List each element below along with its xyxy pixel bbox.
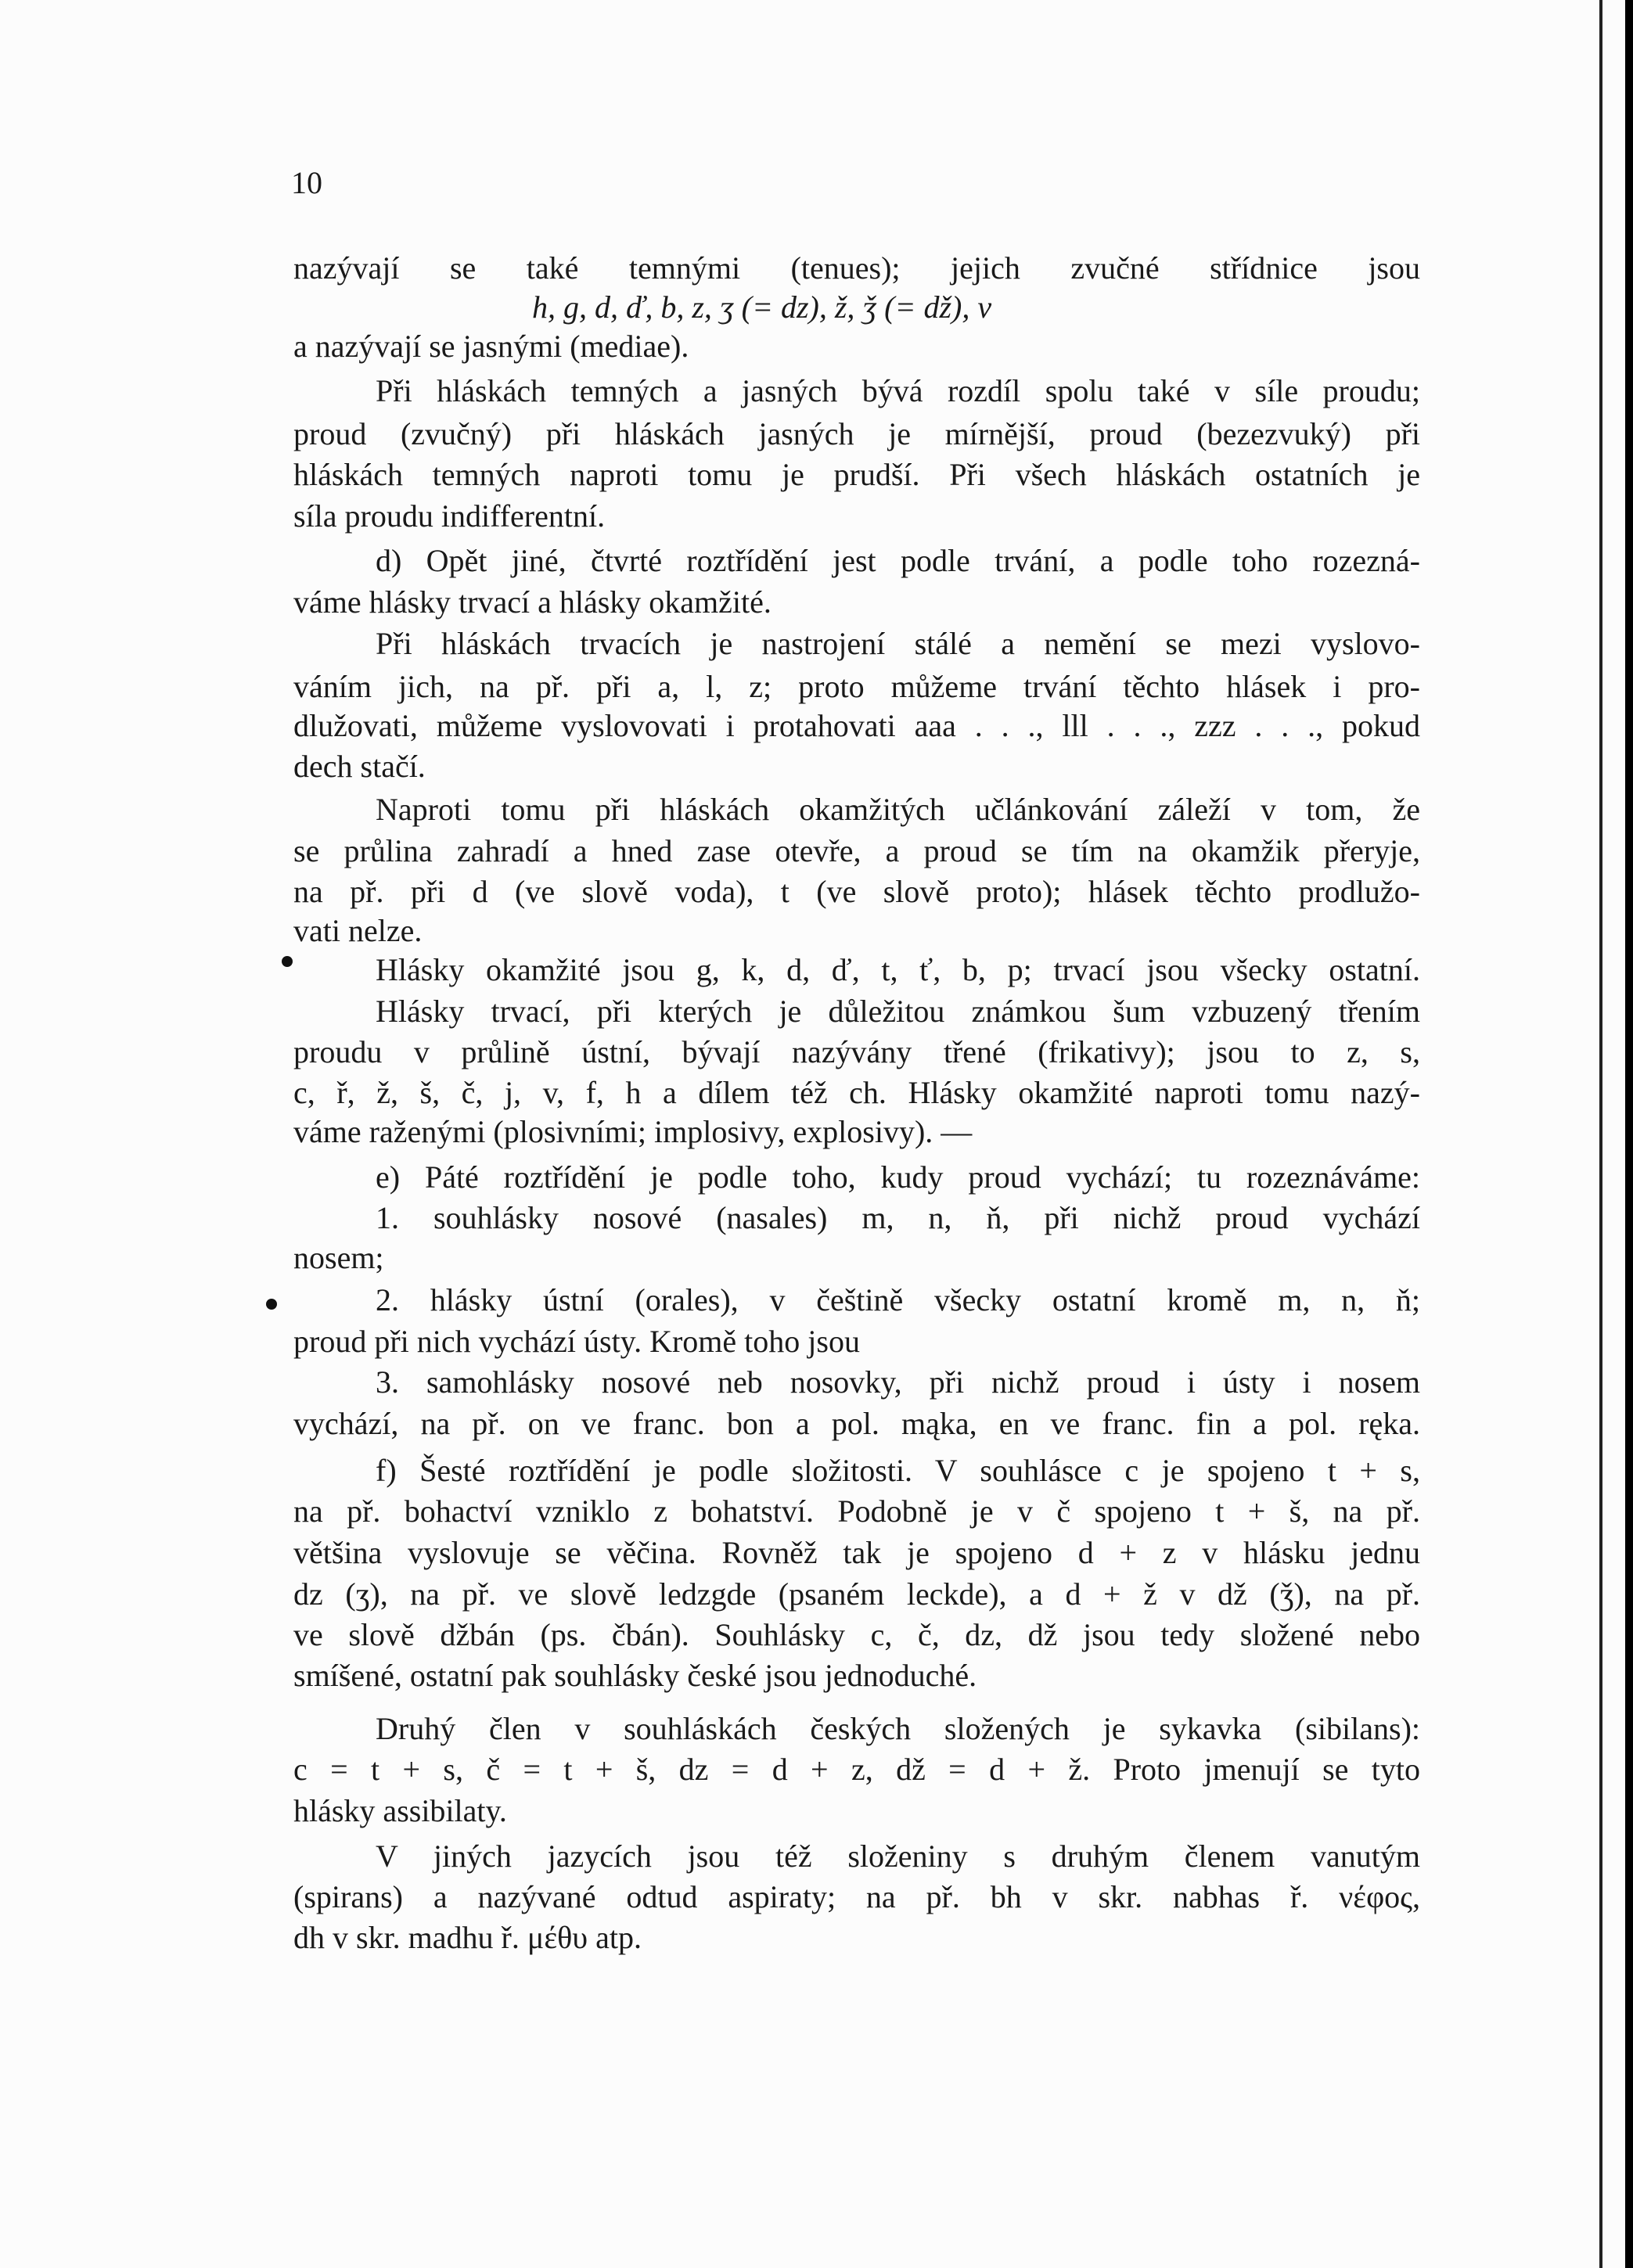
text-line: proudu v průlině ústní, bývají nazývány třené (frikativy); jsou to z, s, [293,1034,1420,1069]
text-line: hláskách temných naproti tomu je prudší. Při všech hláskách ostatních je [293,457,1420,492]
text-line: ve slově džbán (ps. čbán). Souhlásky c, č, dz, dž jsou tedy složené nebo [293,1617,1420,1652]
text-line: Druhý člen v souhláskách českých složených je sykavka (sibilans): [376,1711,1420,1746]
text-line: a nazývají se jasnými (mediae). [293,329,689,364]
text-line: e) Páté roztřídění je podle toho, kudy proud vychází; tu rozeznáváme: [376,1159,1420,1195]
text-line: smíšené, ostatní pak souhlásky české jsou jednoduché. [293,1658,977,1693]
text-line: váme hlásky trvací a hlásky okamžité. [293,584,772,620]
text-line: nazývají se také temnými (tenues); jejich zvučné střídnice jsou [293,250,1420,286]
page-spine-line [1599,0,1602,2268]
text-line: dz (ʒ), na př. ve slově ledzgde (psaném leckde), a d + ž v dž (ǯ), na př. [293,1576,1420,1612]
text-line: Hlásky okamžité jsou g, k, d, ď, t, ť, b, p; trvací jsou všecky ostatní. [376,952,1420,987]
text-line: V jiných jazycích jsou též složeniny s druhým členem vanutým [376,1838,1420,1874]
text-line: dh v skr. madhu ř. μέθυ atp. [293,1920,642,1955]
text-line: d) Opět jiné, čtvrté roztřídění jest podle trvání, a podle toho rozezná- [376,543,1420,578]
text-line: Při hláskách temných a jasných bývá rozdíl spolu také v síle proudu; [376,373,1420,408]
text-line: váme raženými (plosivními; implosivy, explosivy). — [293,1114,973,1149]
page-number: 10 [291,165,322,200]
text-line: se průlina zahradí a hned zase otevře, a proud se tím na okamžik přeryje, [293,833,1420,868]
text-line: Naproti tomu při hláskách okamžitých učlánkování záleží v tom, že [376,792,1420,827]
text-line: 1. souhlásky nosové (nasales) m, n, ň, při nichž proud vychází [376,1200,1420,1235]
bullet-mark [266,1299,277,1310]
text-line: f) Šesté roztřídění je podle složitosti. V souhlásce c je spojeno t + s, [376,1453,1420,1488]
text-line: (spirans) a nazývané odtud aspiraty; na př. bh v skr. nabhas ř. νέφος, [293,1879,1420,1914]
text-line: dlužovati, můžeme vyslovovati i protahovati aaa . . ., lll . . ., zzz . . ., pokud [293,708,1420,743]
text-line: váním jich, na př. při a, l, z; proto můžeme trvání těchto hlásek i pro- [293,669,1420,704]
text-line: dech stačí. [293,749,426,784]
text-line: Hlásky trvací, při kterých je důležitou známkou šum vzbuzený třením [376,994,1420,1029]
text-line: 2. hlásky ústní (orales), v češtině všecky ostatní kromě m, n, ň; [376,1282,1420,1317]
text-line: vychází, na př. on ve franc. bon a pol. mąka, en ve franc. fin a pol. ręka. [293,1406,1420,1441]
text-line: Při hláskách trvacích je nastrojení stálé a nemění se mezi vyslovo- [376,626,1420,661]
text-line: na př. bohactví vzniklo z bohatství. Podobně je v č spojeno t + š, na př. [293,1493,1420,1529]
text-line: nosem; [293,1240,384,1275]
page-right-border [1625,0,1633,2268]
text-line: proud při nich vychází ústy. Kromě toho jsou [293,1324,860,1359]
bullet-mark [282,956,293,967]
text-line: na př. při d (ve slově voda), t (ve slově proto); hlásek těchto prodlužo- [293,874,1420,909]
text-line: většina vyslovuje se věčina. Rovněž tak je spojeno d + z v hlásku jednu [293,1535,1420,1570]
text-line: proud (zvučný) při hláskách jasných je mírnější, proud (bezezvuký) při [293,416,1420,451]
text-line: c = t + s, č = t + š, dz = d + z, dž = d + ž. Proto jmenují se tyto [293,1752,1420,1787]
text-line: síla proudu indifferentní. [293,498,606,534]
text-line: 3. samohlásky nosové neb nosovky, při nichž proud i ústy i nosem [376,1364,1420,1400]
text-line: hlásky assibilaty. [293,1793,507,1828]
text-line: vati nelze. [293,913,423,948]
text-line: c, ř, ž, š, č, j, v, f, h a dílem též ch. Hlásky okamžité naproti tomu nazý- [293,1075,1420,1110]
text-line: h, g, d, ď, b, z, ʒ (= dz), ž, ǯ (= dž), v [532,289,992,325]
